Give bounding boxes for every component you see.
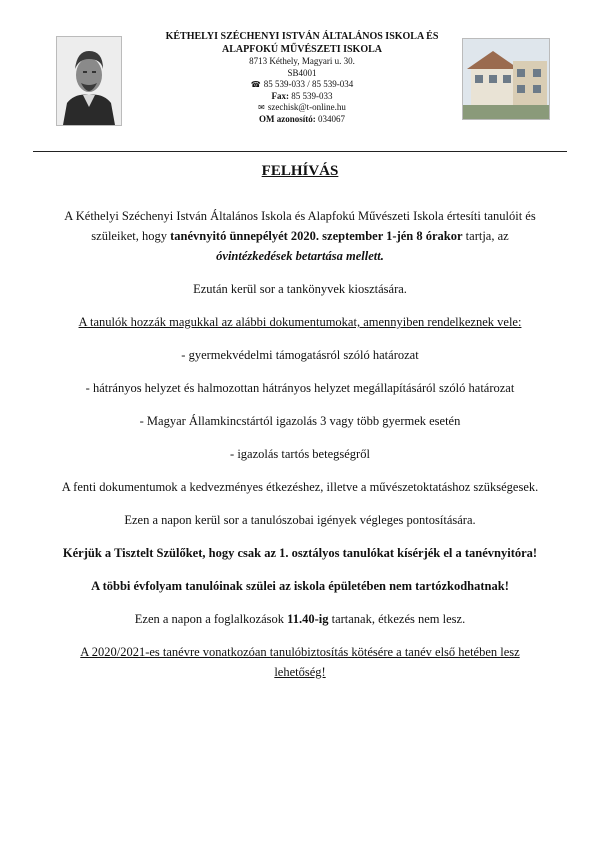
schedule-text-c: tartanak, étkezés nem lesz. <box>328 612 466 626</box>
om-line <box>130 114 474 126</box>
paragraph-schedule <box>55 609 545 629</box>
opening-text-a: A Kéthelyi Széchenyi István Általános Iskola és Alapfokú Művészeti Iskola értesíti tanulóit és szüleiket, hogy <box>64 209 536 243</box>
portrait-image <box>56 36 122 126</box>
email-address[interactable]: szechisk@t-online.hu <box>267 102 346 112</box>
notice-body <box>55 160 545 695</box>
fax-number: 85 539-033 <box>291 90 333 101</box>
phone-line <box>130 79 474 91</box>
paragraph-other-parents: A többi évfolyam tanulóinak szülei az iskola épületében nem tartózkodhatnak! <box>91 579 509 593</box>
opening-text-precautions: óvintézkedések betartása mellett. <box>216 249 384 263</box>
opening-text-date: tanévnyitó ünnepélyét 2020. szeptember 1-jén 8 órakor <box>170 229 463 243</box>
fax-line <box>130 91 474 103</box>
paragraph-textbooks: Ezután kerül sor a tankönyvek kiosztására. <box>193 282 407 296</box>
opening-text-c: tartja, az <box>462 229 509 243</box>
paragraph-parents-request: Kérjük a Tisztelt Szülőket, hogy csak az 1. osztályos tanulókat kísérjék el a tanévnyitóra! <box>62 546 538 560</box>
document-item-3: - Magyar Államkincstártól igazolás 3 vagy több gyermek esetén <box>139 414 461 428</box>
letterhead <box>0 0 600 150</box>
schedule-time: 11.40-ig <box>287 612 329 626</box>
paragraph-opening <box>55 206 545 266</box>
paragraph-documents-intro: A tanulók hozzák magukkal az alábbi dokumentumokat, amennyiben rendelkeznek vele: <box>78 315 522 329</box>
header-divider <box>33 151 567 152</box>
school-code: SB4001 <box>287 67 317 78</box>
school-address: 8713 Kéthely, Magyari u. 30. <box>249 56 355 66</box>
paragraph-insurance: A 2020/2021-es tanévre vonatkozóan tanulóbiztosítás kötésére a tanév első hetében lesz lehetőség! <box>80 645 520 679</box>
om-number: 034067 <box>318 113 345 124</box>
notice-title: FELHÍVÁS <box>261 163 339 179</box>
school-name-line1: KÉTHELYI SZÉCHENYI ISTVÁN ÁLTALÁNOS ISKOLA ÉS <box>165 31 439 42</box>
phone-number: 85 539-033 / 85 539-034 <box>263 79 354 89</box>
portrait-drawing <box>57 37 121 125</box>
document-item-2: - hátrányos helyzet és halmozottan hátrányos helyzet megállapításáról szóló határozat <box>85 381 515 395</box>
document-item-1: - gyermekvédelmi támogatásról szóló határozat <box>181 348 419 362</box>
schedule-text-a: Ezen a napon a foglalkozások <box>134 612 288 626</box>
paragraph-study-room: Ezen a napon kerül sor a tanulószobai igények végleges pontosítására. <box>124 513 476 527</box>
email-line <box>130 102 474 114</box>
fax-label: Fax: <box>271 90 289 101</box>
document-item-4: - igazolás tartós betegségről <box>230 447 370 461</box>
om-label: OM azonosító: <box>259 113 316 124</box>
school-info <box>130 30 474 125</box>
building-drawing <box>463 39 549 119</box>
envelope-icon: ✉ <box>258 103 265 112</box>
phone-icon: ☎ <box>250 80 261 89</box>
school-building-image <box>462 38 550 120</box>
school-name-line2: ALAPFOKÚ MŰVÉSZETI ISKOLA <box>221 44 383 55</box>
paragraph-documents-purpose: A fenti dokumentumok a kedvezményes étkezéshez, illetve a művészetoktatáshoz szükségesek. <box>61 480 539 494</box>
